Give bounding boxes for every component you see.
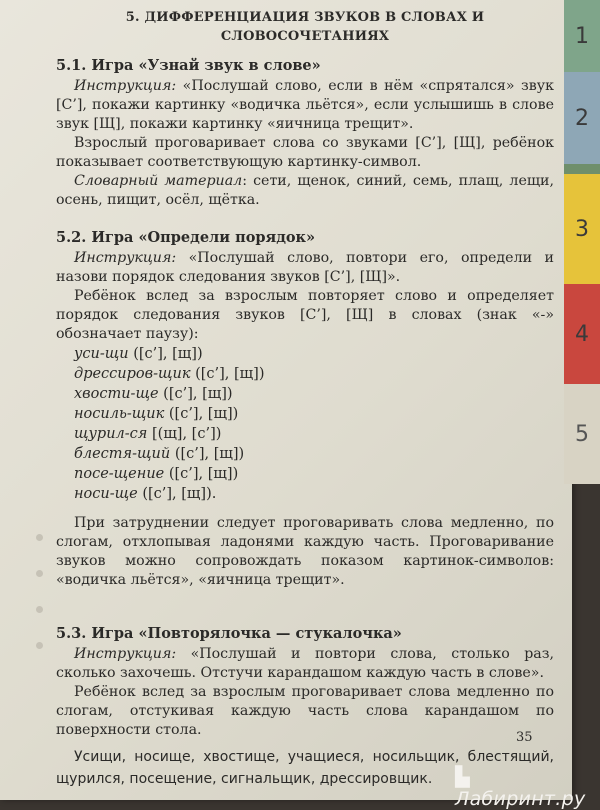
tab-chapter-2[interactable]: 2 — [564, 72, 600, 164]
example-item — [74, 424, 554, 444]
tab-divider — [564, 164, 600, 174]
paragraph: Ребёнок вслед за взрослым повторяет слово и определяет порядок следования звуков [С’], [Щ] в словах (знак «-» обозначает паузу): — [56, 288, 554, 342]
example-word: уси-щи — [74, 346, 129, 362]
section-title: 5.1. Игра «Узнай звук в слове» — [56, 57, 321, 74]
example-word: дрессиров-щик — [74, 366, 191, 382]
instruction-text: «Послушай слово, если в нём «спрятался» звук [С’], покажи картинку «водичка льётся», если услышишь в слове звук [Щ], покажи картинку «яичница трещит». — [56, 78, 554, 132]
instruction — [56, 645, 554, 683]
vocabulary-text: : сети, щенок, синий, семь, плащ, лещи, осень, пищит, осёл, щётка. — [56, 173, 554, 208]
instruction-text: «Послушай слово, повтори его, определи и назови порядок следования звуков [С’], [Щ]». — [56, 250, 554, 285]
binding-hole — [36, 534, 43, 541]
running-header: 5. ДИФФЕРЕНЦИАЦИЯ ЗВУКОВ В СЛОВАХ И СЛОВОСОЧЕТАНИЯХ — [125, 10, 485, 44]
instruction-label: Инструкция: — [74, 250, 177, 266]
example-word: носи-ще — [74, 486, 138, 502]
tab-chapter-4[interactable]: 4 — [564, 284, 600, 384]
example-word: носиль-щик — [74, 406, 165, 422]
paragraph: Ребёнок вслед за взрослым проговаривает слова медленно по слогам, отстукивая каждую часть слова карандашом по поверхности стола. — [56, 684, 554, 738]
example-word: посе-щение — [74, 466, 165, 482]
vocabulary-label: Словарный материал — [74, 173, 243, 189]
example-sounds: ([с’], [щ]) — [170, 446, 245, 462]
watermark-text: Лабиринт.ру — [455, 788, 586, 810]
instruction — [56, 249, 554, 287]
tab-chapter-1[interactable]: 1 — [564, 0, 600, 72]
example-sounds: ([с’], [щ]) — [158, 386, 233, 402]
index-tabs — [572, 0, 600, 800]
binding-hole — [36, 642, 43, 649]
instruction-label: Инструкция: — [74, 78, 177, 94]
instruction — [56, 77, 554, 134]
example-sounds: ([с’], [щ]) — [128, 346, 203, 362]
example-item — [74, 364, 554, 384]
example-sounds: ([с’], [щ]) — [164, 466, 239, 482]
example-item — [74, 444, 554, 464]
example-list — [74, 344, 554, 504]
example-sounds: ([с’], [щ]) — [164, 406, 239, 422]
example-item — [74, 404, 554, 424]
tab-chapter-5[interactable]: 5 — [564, 384, 600, 484]
section-title: 5.2. Игра «Определи порядок» — [56, 229, 316, 246]
example-sounds: [(щ], [с’]) — [147, 426, 222, 442]
binding-hole — [36, 606, 43, 613]
example-word: щурил-ся — [74, 426, 148, 442]
paragraph: При затруднении следует проговаривать слова медленно, по слогам, отхлопывая ладонями каждую часть. Проговаривание звуков можно сопровождать показом картинок-символов: «водичка льётся», «яичница трещит». — [56, 515, 554, 588]
example-item — [74, 484, 554, 504]
tab-chapter-3[interactable]: 3 — [564, 174, 600, 284]
example-sounds: ([с’], [щ]) — [190, 366, 265, 382]
example-item — [74, 344, 554, 364]
word-list: Усищи, носище, хвостище, учащиеся, носильщик, блестящий, щурился, посещение, сигнальщик, дрессировщик. — [56, 749, 554, 787]
instruction-label: Инструкция: — [74, 646, 177, 662]
instruction-text: «Послушай и повтори слова, столько раз, сколько захочешь. Отстучи карандашом каждую часть в слове». — [56, 646, 554, 681]
page-content — [56, 8, 554, 790]
page-number: 35 — [516, 730, 533, 745]
example-item — [74, 464, 554, 484]
watermark-logo — [455, 766, 600, 810]
vocabulary — [56, 172, 554, 210]
labirint-logo-icon: ▙ — [455, 766, 470, 788]
example-word: блестя-щий — [74, 446, 171, 462]
example-item — [74, 384, 554, 404]
paragraph: Взрослый проговаривает слова со звуками [С’], [Щ], ребёнок показывает соответствующую картинку-символ. — [56, 135, 554, 170]
section-title: 5.3. Игра «Повторялочка — стукалочка» — [56, 625, 402, 642]
example-word: хвости-ще — [74, 386, 159, 402]
example-sounds: ([с’], [щ]). — [137, 486, 217, 502]
binding-hole — [36, 570, 43, 577]
